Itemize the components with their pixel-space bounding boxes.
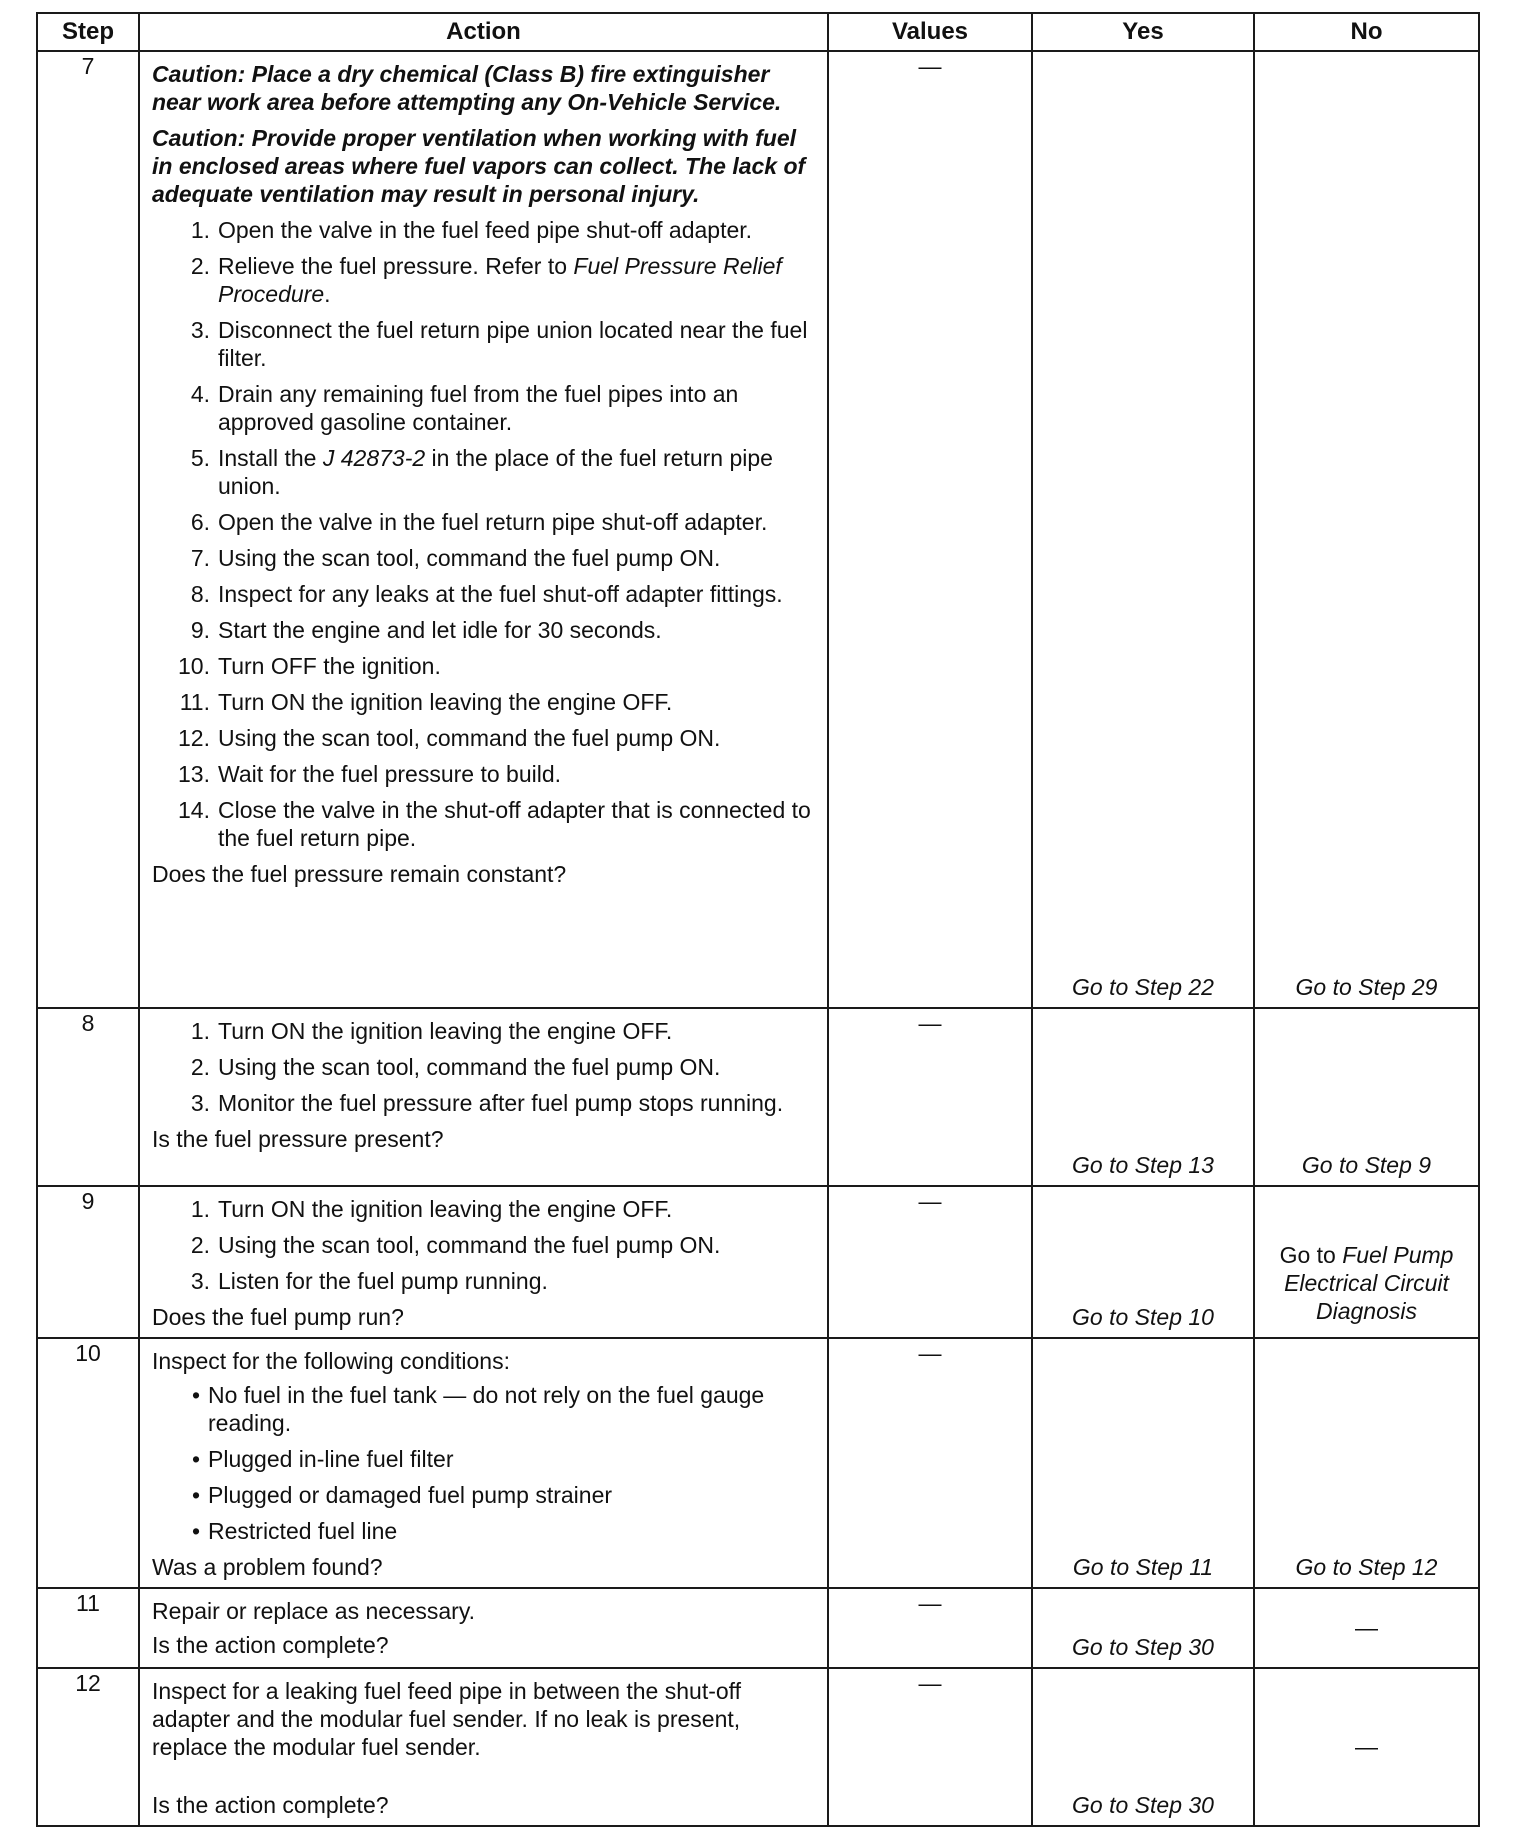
header-no: No — [1254, 13, 1479, 51]
list-item: 1. Turn ON the ignition leaving the engine OFF. — [190, 1018, 673, 1044]
values-cell: — — [828, 1338, 1032, 1588]
yes-cell — [1032, 1338, 1254, 1588]
values-cell: — — [828, 1008, 1032, 1186]
conditions-list — [152, 1381, 817, 1545]
header-action: Action — [139, 13, 828, 51]
yes-link[interactable]: Go to Step 10 — [1072, 1304, 1214, 1330]
header-step: Step — [37, 13, 139, 51]
step-8-question: Is the fuel pressure present? — [152, 1126, 444, 1152]
no-cell — [1254, 51, 1479, 1008]
step-12-action — [139, 1668, 828, 1826]
step-9-question: Does the fuel pump run? — [152, 1304, 404, 1330]
step-10-intro: Inspect for the following conditions: — [152, 1348, 510, 1374]
caution-ventilation: Caution: Provide proper ventilation when working with fuel in enclosed areas where fuel vapors can collect. The lack of adequate ventilation may result in personal injury. — [152, 125, 806, 207]
step-11-action — [139, 1588, 828, 1668]
step-11-row — [37, 1588, 1479, 1668]
list-item: 8. Inspect for any leaks at the fuel shut-off adapter fittings. — [190, 581, 783, 607]
values-cell: — — [828, 1668, 1032, 1826]
caution-fire: Caution: Place a dry chemical (Class B) fire extinguisher near work area before attempting any On-Vehicle Service. — [152, 61, 782, 115]
list-item: 9. Start the engine and let idle for 30 seconds. — [190, 617, 662, 643]
step-11-question: Is the action complete? — [152, 1632, 389, 1658]
list-item: 12. Using the scan tool, command the fuel pump ON. — [178, 725, 721, 751]
step-8-list — [152, 1017, 817, 1117]
header-row — [37, 13, 1479, 51]
values-cell: — — [828, 51, 1032, 1008]
no-link[interactable]: Go to Step 9 — [1301, 1152, 1432, 1178]
list-item: 2. Using the scan tool, command the fuel pump ON. — [190, 1232, 721, 1258]
list-item: 2. Using the scan tool, command the fuel pump ON. — [190, 1054, 721, 1080]
no-link[interactable]: Go to Step 12 — [1295, 1554, 1438, 1580]
list-item: 2. Relieve the fuel pressure. Refer to Fuel Pressure Relief Procedure. — [190, 253, 782, 307]
yes-link[interactable]: Go to Step 30 — [1072, 1792, 1214, 1818]
values-cell: — — [828, 1186, 1032, 1338]
list-item: • No fuel in the fuel tank — do not rely on the fuel gauge reading. — [191, 1382, 765, 1436]
list-item: • Restricted fuel line — [191, 1518, 398, 1544]
step-number: 7 — [37, 51, 139, 1008]
no-cell — [1254, 1338, 1479, 1588]
no-value: — — [1355, 1733, 1378, 1760]
step-number: 9 — [37, 1186, 139, 1338]
step-number: 11 — [37, 1588, 139, 1668]
step-9-row — [37, 1186, 1479, 1338]
step-11-text: Repair or replace as necessary. — [152, 1598, 475, 1624]
list-item: 1. Turn ON the ignition leaving the engine OFF. — [190, 1196, 673, 1222]
list-item: 3. Monitor the fuel pressure after fuel pump stops running. — [190, 1090, 784, 1116]
list-item: 6. Open the valve in the fuel return pipe shut-off adapter. — [190, 509, 768, 535]
step-8-action — [139, 1008, 828, 1186]
list-item: • Plugged in-line fuel filter — [191, 1446, 454, 1472]
list-item: 7. Using the scan tool, command the fuel pump ON. — [190, 545, 721, 571]
step-number: 10 — [37, 1338, 139, 1588]
step-7-row — [37, 51, 1479, 1008]
list-item: 10. Turn OFF the ignition. — [178, 653, 441, 679]
yes-link[interactable]: Go to Step 11 — [1072, 1554, 1214, 1580]
step-7-list — [152, 216, 817, 852]
yes-link[interactable]: Go to Step 13 — [1072, 1152, 1214, 1178]
yes-cell — [1032, 1186, 1254, 1338]
step-12-question: Is the action complete? — [152, 1792, 389, 1818]
list-item: 4. Drain any remaining fuel from the fuel pipes into an approved gasoline container. — [190, 381, 739, 435]
list-item: 5. Install the J 42873-2 in the place of the fuel return pipe union. — [190, 445, 773, 499]
no-link[interactable]: Go to Fuel Pump Electrical Circuit Diagnosis — [1279, 1242, 1454, 1324]
step-9-action — [139, 1186, 828, 1338]
step-8-row — [37, 1008, 1479, 1186]
yes-link[interactable]: Go to Step 30 — [1072, 1634, 1214, 1660]
yes-cell — [1032, 1008, 1254, 1186]
no-value: — — [1355, 1614, 1378, 1641]
yes-cell — [1032, 51, 1254, 1008]
header-values: Values — [828, 13, 1032, 51]
step-10-row — [37, 1338, 1479, 1588]
step-12-text: Inspect for a leaking fuel feed pipe in between the shut-off adapter and the modular fuel sender. If no leak is present, replace the modular fuel sender. — [152, 1678, 742, 1760]
list-item: 13. Wait for the fuel pressure to build. — [178, 761, 562, 787]
list-item: 3. Disconnect the fuel return pipe union located near the fuel filter. — [190, 317, 808, 371]
no-cell — [1254, 1186, 1479, 1338]
yes-cell — [1032, 1668, 1254, 1826]
step-number: 12 — [37, 1668, 139, 1826]
step-10-question: Was a problem found? — [152, 1554, 383, 1580]
no-cell — [1254, 1588, 1479, 1668]
list-item: 11. Turn ON the ignition leaving the engine OFF. — [179, 689, 673, 715]
step-7-action — [139, 51, 828, 1008]
step-10-action — [139, 1338, 828, 1588]
step-7-question: Does the fuel pressure remain constant? — [152, 861, 567, 887]
step-9-list — [152, 1195, 817, 1295]
yes-link[interactable]: Go to Step 22 — [1072, 974, 1214, 1000]
values-cell: — — [828, 1588, 1032, 1668]
no-cell — [1254, 1668, 1479, 1826]
procedure-reference-link[interactable]: Fuel Pressure Relief Procedure — [218, 253, 782, 307]
yes-cell — [1032, 1588, 1254, 1668]
list-item: • Plugged or damaged fuel pump strainer — [191, 1482, 613, 1508]
list-item: 1. Open the valve in the fuel feed pipe shut-off adapter. — [190, 217, 753, 243]
header-yes: Yes — [1032, 13, 1254, 51]
list-item: 3. Listen for the fuel pump running. — [190, 1268, 548, 1294]
diagnostic-table — [36, 12, 1480, 1827]
step-12-row — [37, 1668, 1479, 1826]
list-item: 14. Close the valve in the shut-off adapter that is connected to the fuel return pipe. — [178, 797, 811, 851]
no-link[interactable]: Go to Step 29 — [1295, 974, 1438, 1000]
step-number: 8 — [37, 1008, 139, 1186]
no-cell — [1254, 1008, 1479, 1186]
tool-number: J 42873-2 — [322, 445, 426, 471]
